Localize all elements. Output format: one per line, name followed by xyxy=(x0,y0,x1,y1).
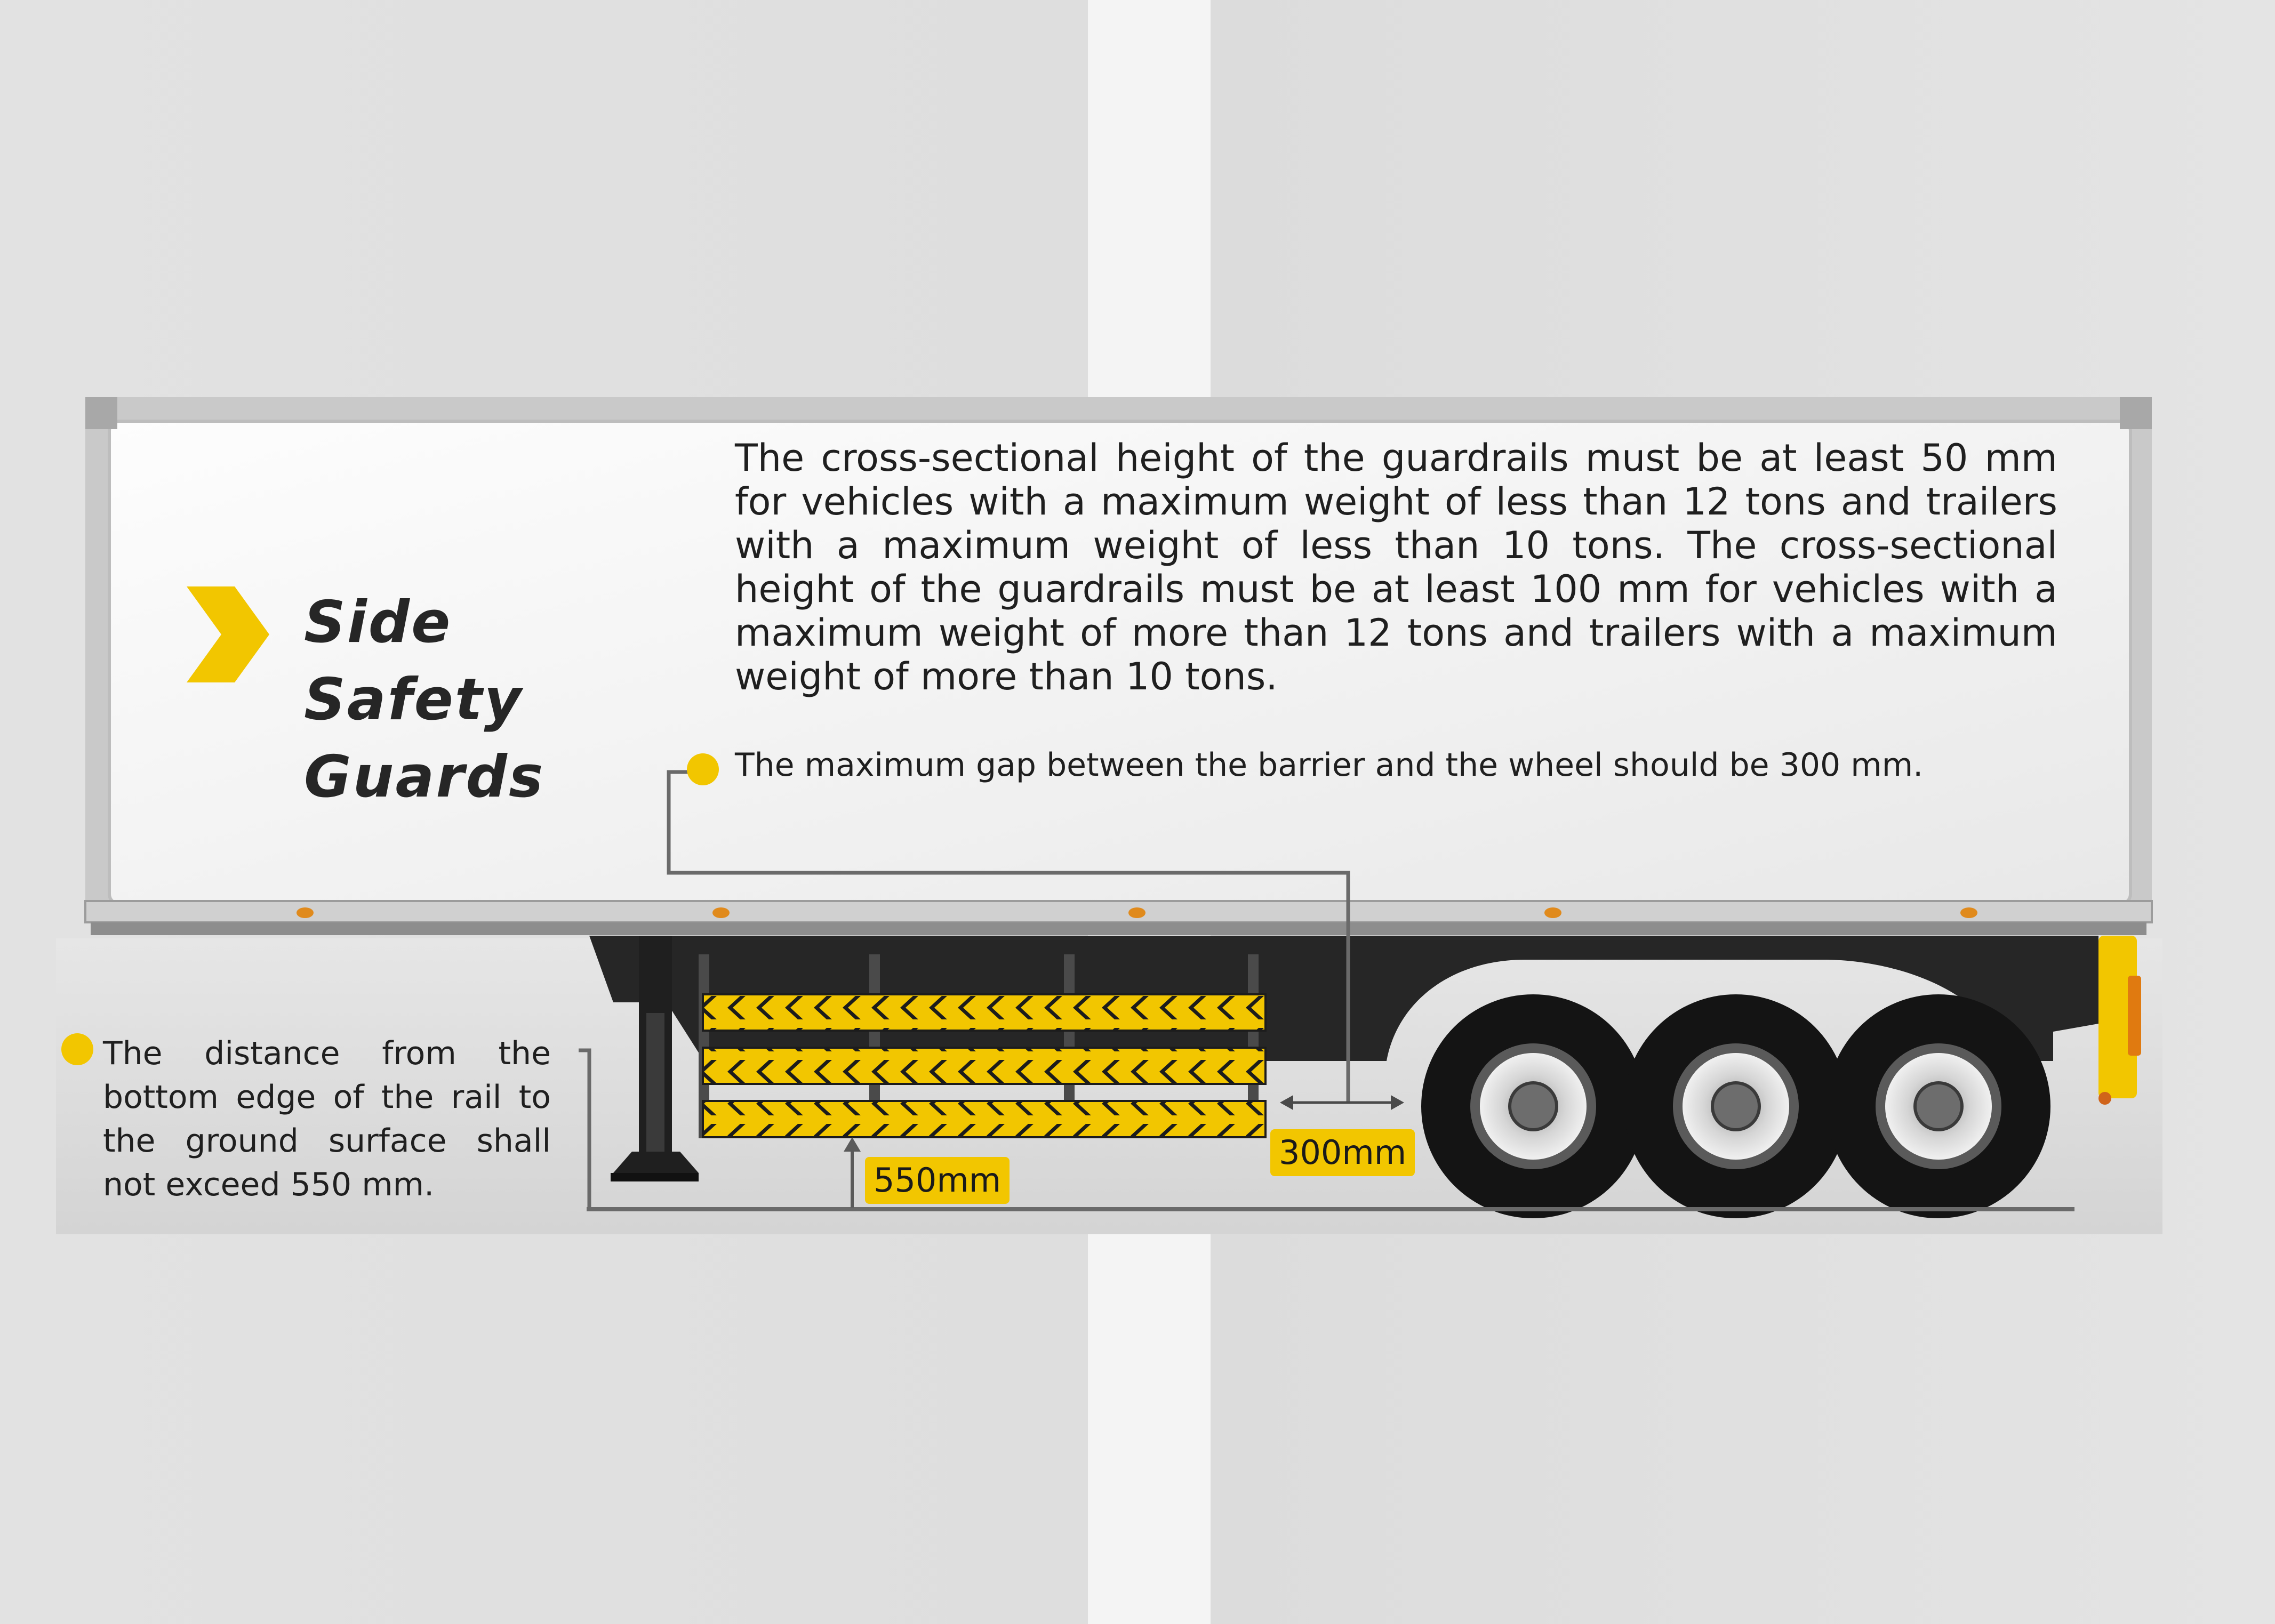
title-line-2: Guards xyxy=(304,744,545,810)
gap-dimension-label: 300mm xyxy=(1270,1129,1415,1176)
side-guardrail xyxy=(703,994,1265,1137)
wheel-gap-text: The maximum gap between the barrier and the wheel should be 300 mm. xyxy=(735,746,1924,784)
guardrail-height-text: The cross-sectional height of the guardrails must be at least 50 mm for vehicles with a maximum weight of less than 12 tons and trailers with a maximum weight of less than 10 tons. The cross-sectional height of the guardrails must be at least 100 mm for vehicles with a maximum weight of more than 12 tons and trailers with a maximum weight of more than 10 tons. xyxy=(735,436,2057,698)
marker-lamp xyxy=(1544,907,1561,918)
marker-lamp xyxy=(1128,907,1145,918)
guardrail-bar-bottom xyxy=(703,1101,1265,1137)
rear-reflector xyxy=(2098,1092,2111,1105)
marker-lamp xyxy=(297,907,314,918)
bullet-dot-icon xyxy=(61,1033,93,1065)
wheel-icon xyxy=(1624,994,1848,1218)
page-title xyxy=(304,584,688,816)
marker-lamp xyxy=(1960,907,1977,918)
body-bottom-rail xyxy=(85,901,2152,922)
rail-ground-distance-text: The distance from the bottom edge of the rail to the ground surface shall not exceed 550 mm. xyxy=(103,1035,551,1203)
guardrail-bar-top xyxy=(703,994,1265,1031)
wheel-icon xyxy=(1827,994,2050,1218)
rear-light xyxy=(2128,976,2141,1056)
corner-cap-tr xyxy=(2120,397,2152,429)
title-line-1: Side Safety xyxy=(304,589,523,733)
bullet-dot-icon xyxy=(687,753,719,785)
corner-cap-tl xyxy=(85,397,117,429)
height-dimension-label: 550mm xyxy=(865,1157,1010,1204)
wheel-icon xyxy=(1421,994,1645,1218)
body-underline xyxy=(91,922,2146,935)
marker-lamp xyxy=(712,907,730,918)
guardrail-bar-middle xyxy=(703,1048,1265,1084)
